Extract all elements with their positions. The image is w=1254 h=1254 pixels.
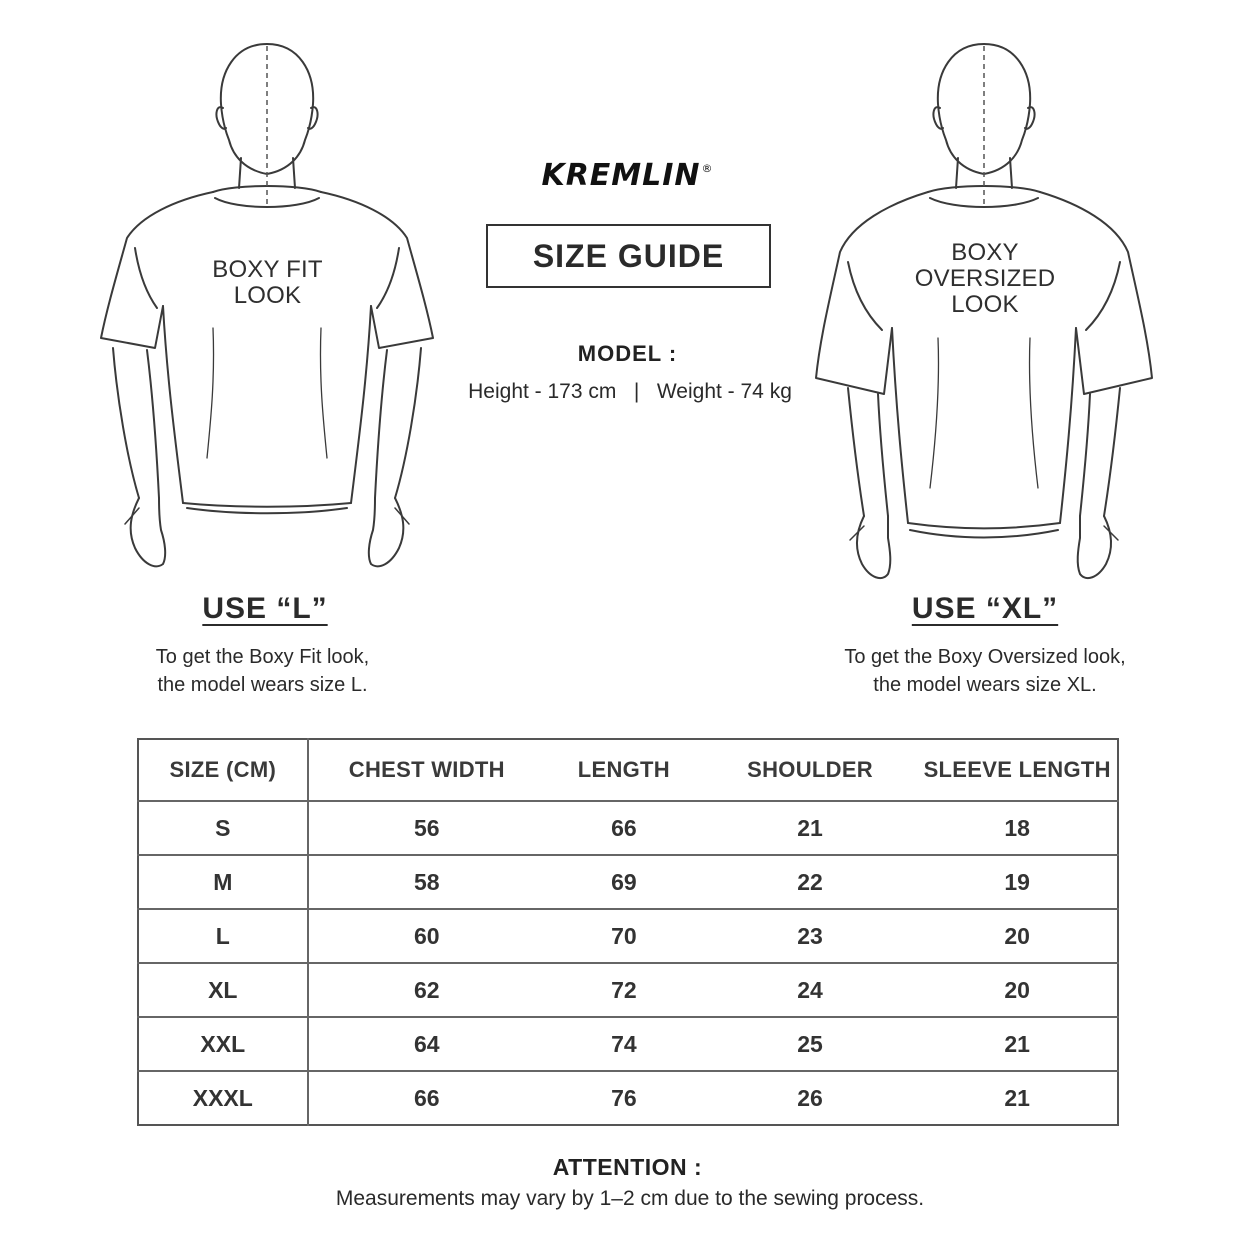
table-cell: 21 [703,801,918,855]
table-cell: 23 [703,909,918,963]
table-row [138,855,1118,909]
table-cell: 56 [308,801,545,855]
table-cell: 74 [545,1017,703,1071]
table-header-row [138,739,1118,801]
table-cell: 18 [917,801,1118,855]
table-cell: 26 [703,1071,918,1125]
table-cell: 69 [545,855,703,909]
table-cell: 66 [545,801,703,855]
column-header-length: LENGTH [577,757,670,782]
table-cell: L [138,909,308,963]
table-cell: 76 [545,1071,703,1125]
table-cell: 22 [703,855,918,909]
table-cell: M [138,855,308,909]
column-header-chest-width: CHEST WIDTH [348,757,505,782]
model-weight: Weight - 74 kg [656,380,792,403]
table-row [138,1071,1118,1125]
table-cell: 24 [703,963,918,1017]
column-header-sleeve-length: SLEEVE LENGTH [923,757,1111,782]
table-cell: 72 [545,963,703,1017]
table-row [138,1017,1118,1071]
table-row [138,909,1118,963]
table-cell: 60 [308,909,545,963]
boxy-fit-tee-label: BOXY FIT LOOK [212,256,323,309]
registered-mark: ® [701,162,714,175]
column-header-size: SIZE (CM) [138,739,308,801]
description-line: To get the Boxy Fit look, [155,646,370,668]
model-title: MODEL : [577,341,678,366]
table-row [138,963,1118,1017]
table-cell: 62 [308,963,545,1017]
model-height: Height - 173 cm [468,380,617,403]
description-line: the model wears size XL. [873,674,1097,696]
table-cell: 21 [917,1071,1118,1125]
model-measurements [440,380,820,404]
column-header-shoulder: SHOULDER [747,757,873,782]
table-cell: S [138,801,308,855]
table-cell: 70 [545,909,703,963]
table-cell: XL [138,963,308,1017]
table-cell: 66 [308,1071,545,1125]
size-table [137,738,1119,1126]
table-cell: XXXL [138,1071,308,1125]
table-cell: XXL [138,1017,308,1071]
table-cell: 58 [308,855,545,909]
size-guide-title: SIZE GUIDE [486,224,771,288]
boxy-fit-description [110,643,415,699]
table-cell: 20 [917,909,1118,963]
table-cell: 25 [703,1017,918,1071]
boxy-oversized-description [805,643,1165,699]
table-cell: 19 [917,855,1118,909]
tshirt-figure-illustration [95,38,440,583]
use-size-l-label: USE “L” [202,592,328,625]
description-line: the model wears size L. [157,674,368,696]
boxy-fit-figure [95,38,440,583]
attention-title: ATTENTION : [552,1154,703,1180]
table-cell: 64 [308,1017,545,1071]
table-cell: 20 [917,963,1118,1017]
brand-name: KREMLIN [541,158,701,193]
boxy-oversized-tee-label: BOXY OVERSIZED LOOK [914,239,1056,318]
use-size-xl-label: USE “XL” [911,592,1059,625]
brand-logo [505,158,750,193]
table-cell: 21 [917,1017,1118,1071]
description-line: To get the Boxy Oversized look, [844,646,1126,668]
model-separator: | [633,380,640,403]
attention-text: Measurements may vary by 1–2 cm due to the sewing process. [335,1187,925,1210]
table-row [138,801,1118,855]
